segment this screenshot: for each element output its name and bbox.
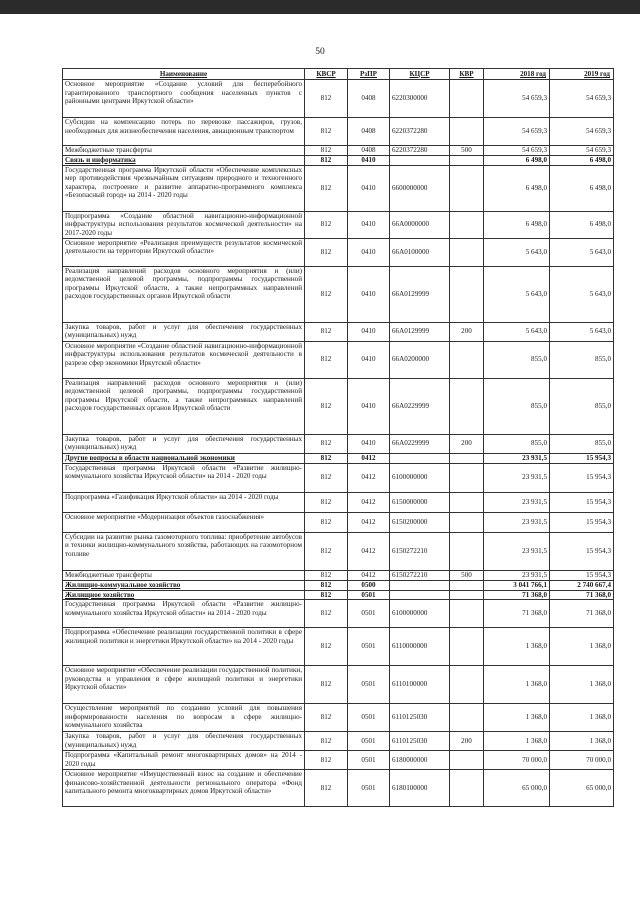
row-kvsr: 812 — [305, 704, 348, 732]
table-row — [63, 341, 614, 378]
row-kvsr: 812 — [305, 146, 348, 156]
row-name: Государственная программа Иркутской области «Развитие жилищно-коммунального хозяйства Иркутской области» на 2014 - 2020 годы — [63, 463, 305, 492]
row-kcsr: 6100000000 — [390, 600, 450, 628]
row-value-2018: 3 041 766,1 — [484, 580, 550, 590]
col-header-2019: 2019 год — [550, 69, 614, 80]
row-name: Подпрограмма «Газификация Иркутской области» на 2014 - 2020 годы — [63, 492, 305, 512]
row-kvsr: 812 — [305, 751, 348, 770]
row-kvr — [450, 118, 484, 146]
budget-table — [62, 68, 614, 807]
row-name: Закупка товаров, работ и услуг для обеспечения государственных (муниципальных) нужд — [63, 322, 305, 341]
row-kvr: 500 — [450, 146, 484, 156]
row-kcsr: 66А0129999 — [390, 322, 450, 341]
row-kvsr: 812 — [305, 770, 348, 807]
row-kvr — [450, 600, 484, 628]
table-row — [63, 600, 614, 628]
table-row — [63, 453, 614, 463]
row-name: Подпрограмма «Обеспечение реализации государственной политики в сфере жилищной политики и энергетики Иркутской области» на 2014 - 2020 годы — [63, 628, 305, 666]
row-value-2019: 65 000,0 — [550, 770, 614, 807]
row-value-2018: 54 659,3 — [484, 146, 550, 156]
row-kvsr: 812 — [305, 434, 348, 453]
row-name: Осуществление мероприятий по созданию условий для повышения информированности населения по вопросам в сфере жилищно-коммунального хозяйства — [63, 704, 305, 732]
row-kvr — [450, 704, 484, 732]
table-row — [63, 80, 614, 118]
row-kvr: 200 — [450, 732, 484, 751]
row-kcsr: 6220372280 — [390, 146, 450, 156]
row-kvsr: 812 — [305, 590, 348, 600]
row-value-2018: 5 643,0 — [484, 266, 550, 322]
row-value-2019: 54 659,3 — [550, 80, 614, 118]
row-kvr — [450, 512, 484, 532]
row-kcsr: 6180100000 — [390, 770, 450, 807]
table-row — [63, 751, 614, 770]
row-name: Жилищно-коммунальное хозяйство — [63, 580, 305, 590]
row-value-2018: 23 931,5 — [484, 570, 550, 580]
row-kvr: 500 — [450, 570, 484, 580]
row-rzpr: 0408 — [348, 80, 390, 118]
row-value-2018: 855,0 — [484, 341, 550, 378]
row-rzpr: 0408 — [348, 118, 390, 146]
row-value-2019: 855,0 — [550, 341, 614, 378]
col-header-name: Наименование — [63, 69, 305, 80]
col-header-kvr: КВР — [450, 69, 484, 80]
row-kcsr: 6600000000 — [390, 165, 450, 211]
row-value-2019: 15 954,3 — [550, 492, 614, 512]
row-value-2019: 15 954,3 — [550, 453, 614, 463]
row-value-2019: 71 368,0 — [550, 590, 614, 600]
row-value-2018: 23 931,5 — [484, 453, 550, 463]
table-row — [63, 434, 614, 453]
row-value-2018: 54 659,3 — [484, 118, 550, 146]
row-value-2018: 23 931,5 — [484, 492, 550, 512]
row-value-2019: 1 368,0 — [550, 732, 614, 751]
col-header-kvsr: КВСР — [305, 69, 348, 80]
table-row — [63, 322, 614, 341]
row-value-2018: 70 000,0 — [484, 751, 550, 770]
row-rzpr: 0410 — [348, 156, 390, 166]
row-kvsr: 812 — [305, 492, 348, 512]
row-kcsr: 66А0229999 — [390, 434, 450, 453]
row-value-2018: 23 931,5 — [484, 532, 550, 570]
row-value-2019: 1 368,0 — [550, 666, 614, 704]
table-row — [63, 512, 614, 532]
row-kvr — [450, 492, 484, 512]
row-name: Основное мероприятие «Обеспечение реализации государственной политики, руководства и управления в сфере жилищной политики и энергетики Иркутской области» — [63, 666, 305, 704]
row-value-2019: 855,0 — [550, 378, 614, 434]
col-header-rzpr: РзПР — [348, 69, 390, 80]
row-kcsr: 6220372280 — [390, 118, 450, 146]
row-value-2019: 1 368,0 — [550, 704, 614, 732]
row-rzpr: 0412 — [348, 532, 390, 570]
row-kvsr: 812 — [305, 600, 348, 628]
row-rzpr: 0410 — [348, 434, 390, 453]
row-kvr — [450, 666, 484, 704]
row-kvsr: 812 — [305, 463, 348, 492]
row-value-2019: 6 498,0 — [550, 211, 614, 238]
row-rzpr: 0410 — [348, 266, 390, 322]
row-kvr: 200 — [450, 434, 484, 453]
row-rzpr: 0501 — [348, 628, 390, 666]
row-value-2019: 6 498,0 — [550, 165, 614, 211]
row-value-2018: 6 498,0 — [484, 211, 550, 238]
row-kcsr: 6110125030 — [390, 732, 450, 751]
row-value-2019: 5 643,0 — [550, 266, 614, 322]
row-name: Государственная программа Иркутской области «Развитие жилищно-коммунального хозяйства Иркутской области» на 2014 - 2020 годы — [63, 600, 305, 628]
row-value-2018: 65 000,0 — [484, 770, 550, 807]
table-row — [63, 590, 614, 600]
row-kvr — [450, 341, 484, 378]
row-kcsr: 6150000000 — [390, 492, 450, 512]
page-number: 50 — [315, 47, 325, 57]
table-row — [63, 770, 614, 807]
row-value-2018: 54 659,3 — [484, 80, 550, 118]
table-row — [63, 118, 614, 146]
row-kvsr: 812 — [305, 453, 348, 463]
row-kvr — [450, 165, 484, 211]
row-value-2019: 1 368,0 — [550, 628, 614, 666]
table-row — [63, 732, 614, 751]
row-kvr — [450, 378, 484, 434]
scan-top-border — [0, 0, 640, 14]
row-kvsr: 812 — [305, 512, 348, 532]
row-name: Подпрограмма «Создание областной навигационно-информационной инфраструктуры использования результатов космической деятельности» на 2017-2020 годы — [63, 211, 305, 238]
row-rzpr: 0410 — [348, 378, 390, 434]
row-name: Государственная программа Иркутской области «Обеспечение комплексных мер противодействия чрезвычайным ситуациям природного и техногенного характера, построение и развитие аппаратно-программного комплекса «Безопасный город» на 2014 - 2020 годы — [63, 165, 305, 211]
table-row — [63, 580, 614, 590]
row-kcsr: 6150200000 — [390, 512, 450, 532]
row-value-2018: 1 368,0 — [484, 732, 550, 751]
row-name: Межбюджетные трансферты — [63, 146, 305, 156]
row-rzpr: 0501 — [348, 732, 390, 751]
table-row — [63, 156, 614, 166]
row-value-2019: 2 740 667,4 — [550, 580, 614, 590]
row-kcsr: 66А0229999 — [390, 378, 450, 434]
row-value-2018: 1 368,0 — [484, 704, 550, 732]
row-value-2018: 6 498,0 — [484, 165, 550, 211]
row-kvsr: 812 — [305, 80, 348, 118]
table-row — [63, 211, 614, 238]
row-rzpr: 0412 — [348, 512, 390, 532]
row-kvr — [450, 156, 484, 166]
row-rzpr: 0501 — [348, 590, 390, 600]
row-kcsr: 6110100000 — [390, 666, 450, 704]
row-kcsr — [390, 453, 450, 463]
row-value-2019: 15 954,3 — [550, 463, 614, 492]
row-name: Закупка товаров, работ и услуг для обеспечения государственных (муниципальных) нужд — [63, 434, 305, 453]
row-kvsr: 812 — [305, 118, 348, 146]
row-value-2019: 15 954,3 — [550, 512, 614, 532]
row-kvr — [450, 751, 484, 770]
table-row — [63, 378, 614, 434]
row-name: Реализация направлений расходов основного мероприятия и (или) ведомственной целевой программы, подпрограммы государственной программы Иркутской области, а также непрограммных направлений расходов государственных органов Иркутской области — [63, 378, 305, 434]
row-kcsr: 6110125030 — [390, 704, 450, 732]
row-rzpr: 0501 — [348, 770, 390, 807]
row-kvr — [450, 266, 484, 322]
row-rzpr: 0410 — [348, 341, 390, 378]
row-kvr — [450, 580, 484, 590]
row-value-2018: 1 368,0 — [484, 628, 550, 666]
table-row — [63, 492, 614, 512]
table-row — [63, 238, 614, 266]
row-name: Закупка товаров, работ и услуг для обеспечения государственных (муниципальных) нужд — [63, 732, 305, 751]
row-rzpr: 0501 — [348, 666, 390, 704]
row-kvr — [450, 211, 484, 238]
row-kvr — [450, 532, 484, 570]
row-kvr — [450, 628, 484, 666]
row-kvsr: 812 — [305, 532, 348, 570]
row-value-2018: 23 931,5 — [484, 512, 550, 532]
row-value-2019: 5 643,0 — [550, 322, 614, 341]
row-value-2018: 6 498,0 — [484, 156, 550, 166]
row-value-2018: 5 643,0 — [484, 238, 550, 266]
row-kvsr: 812 — [305, 570, 348, 580]
row-rzpr: 0412 — [348, 453, 390, 463]
row-rzpr: 0408 — [348, 146, 390, 156]
row-value-2019: 855,0 — [550, 434, 614, 453]
row-value-2018: 71 368,0 — [484, 600, 550, 628]
row-value-2018: 855,0 — [484, 434, 550, 453]
row-kvsr: 812 — [305, 341, 348, 378]
row-kvsr: 812 — [305, 211, 348, 238]
row-kvr — [450, 80, 484, 118]
row-kvr — [450, 590, 484, 600]
table-body — [63, 80, 614, 807]
row-rzpr: 0410 — [348, 322, 390, 341]
table-row — [63, 704, 614, 732]
row-name: Подпрограмма «Капитальный ремонт многоквартирных домов» на 2014 - 2020 годы — [63, 751, 305, 770]
row-value-2019: 54 659,3 — [550, 118, 614, 146]
row-value-2018: 1 368,0 — [484, 666, 550, 704]
row-name: Межбюджетные трансферты — [63, 570, 305, 580]
row-kcsr: 6180000000 — [390, 751, 450, 770]
row-kvsr: 812 — [305, 266, 348, 322]
row-name: Реализация направлений расходов основного мероприятия и (или) ведомственной целевой программы, подпрограммы государственной программы Иркутской области, а также непрограммных направлений расходов государственных органов Иркутской области — [63, 266, 305, 322]
row-kvr — [450, 463, 484, 492]
row-kvsr: 812 — [305, 580, 348, 590]
row-kvsr: 812 — [305, 165, 348, 211]
table-row — [63, 570, 614, 580]
row-rzpr: 0501 — [348, 704, 390, 732]
row-name: Другие вопросы в области национальной экономики — [63, 453, 305, 463]
row-kcsr: 6100000000 — [390, 463, 450, 492]
table-row — [63, 146, 614, 156]
row-name: Субсидии на компенсацию потерь по перевозке пассажиров, грузов, необходимых для жизнеобеспечения населения, авиационным транспортом — [63, 118, 305, 146]
row-value-2018: 5 643,0 — [484, 322, 550, 341]
row-value-2019: 70 000,0 — [550, 751, 614, 770]
row-value-2019: 15 954,3 — [550, 570, 614, 580]
row-name: Связь и информатика — [63, 156, 305, 166]
row-kcsr: 6150272210 — [390, 570, 450, 580]
row-name: Основное мероприятие «Создание условий для бесперебойного гарантированного транспортного сообщения населенных пунктов с районными центрами Иркутской области» — [63, 80, 305, 118]
row-name: Основное мероприятие «Имущественный взнос на создание и обеспечение финансово-хозяйственной деятельности регионального оператора «Фонд капитального ремонта многоквартирных домов Иркутской области» — [63, 770, 305, 807]
row-rzpr: 0501 — [348, 600, 390, 628]
row-kvsr: 812 — [305, 238, 348, 266]
row-kvsr: 812 — [305, 666, 348, 704]
row-kvsr: 812 — [305, 628, 348, 666]
row-kvsr: 812 — [305, 732, 348, 751]
row-kvsr: 812 — [305, 378, 348, 434]
row-rzpr: 0410 — [348, 211, 390, 238]
row-kcsr: 6150272210 — [390, 532, 450, 570]
row-kcsr: 66А0129999 — [390, 266, 450, 322]
table-row — [63, 266, 614, 322]
row-name: Жилищное хозяйство — [63, 590, 305, 600]
row-kvr — [450, 238, 484, 266]
row-rzpr: 0501 — [348, 751, 390, 770]
row-rzpr: 0412 — [348, 570, 390, 580]
row-rzpr: 0412 — [348, 492, 390, 512]
row-value-2019: 71 368,0 — [550, 600, 614, 628]
row-kcsr — [390, 590, 450, 600]
col-header-kcsr: КЦСР — [390, 69, 450, 80]
row-kcsr: 6220300000 — [390, 80, 450, 118]
row-kvsr: 812 — [305, 156, 348, 166]
row-value-2018: 23 931,5 — [484, 463, 550, 492]
table-row — [63, 532, 614, 570]
row-kcsr: 66А0100000 — [390, 238, 450, 266]
row-name: Основное мероприятие «Реализация преимуществ результатов космической деятельности на территории Иркутской области» — [63, 238, 305, 266]
row-rzpr: 0410 — [348, 165, 390, 211]
row-value-2019: 54 659,3 — [550, 146, 614, 156]
row-value-2018: 71 368,0 — [484, 590, 550, 600]
row-kcsr: 66А0200000 — [390, 341, 450, 378]
table-row — [63, 628, 614, 666]
row-kvr — [450, 770, 484, 807]
row-value-2018: 855,0 — [484, 378, 550, 434]
row-kvr — [450, 453, 484, 463]
table-row — [63, 463, 614, 492]
row-name: Основное мероприятие «Модернизация объектов газоснабжения» — [63, 512, 305, 532]
row-kcsr — [390, 156, 450, 166]
row-kvsr: 812 — [305, 322, 348, 341]
row-kcsr: 6110000000 — [390, 628, 450, 666]
table-row — [63, 165, 614, 211]
row-rzpr: 0410 — [348, 238, 390, 266]
row-rzpr: 0500 — [348, 580, 390, 590]
row-kcsr — [390, 580, 450, 590]
table-row — [63, 666, 614, 704]
col-header-2018: 2018 год — [484, 69, 550, 80]
row-kcsr: 66А0000000 — [390, 211, 450, 238]
row-name: Субсидии на развитие рынка газомоторного топлива: приобретение автобусов и техники жилищно-коммунального хозяйства, работающих на газомоторном топливе — [63, 532, 305, 570]
row-value-2019: 15 954,3 — [550, 532, 614, 570]
row-name: Основное мероприятие «Создание областной навигационно-информационной инфраструктуры использования результатов космической деятельности в разрезе сфер экономики Иркутской области» — [63, 341, 305, 378]
row-kvr: 200 — [450, 322, 484, 341]
row-value-2019: 6 498,0 — [550, 156, 614, 166]
table-header-row — [63, 69, 614, 80]
row-rzpr: 0412 — [348, 463, 390, 492]
row-value-2019: 5 643,0 — [550, 238, 614, 266]
